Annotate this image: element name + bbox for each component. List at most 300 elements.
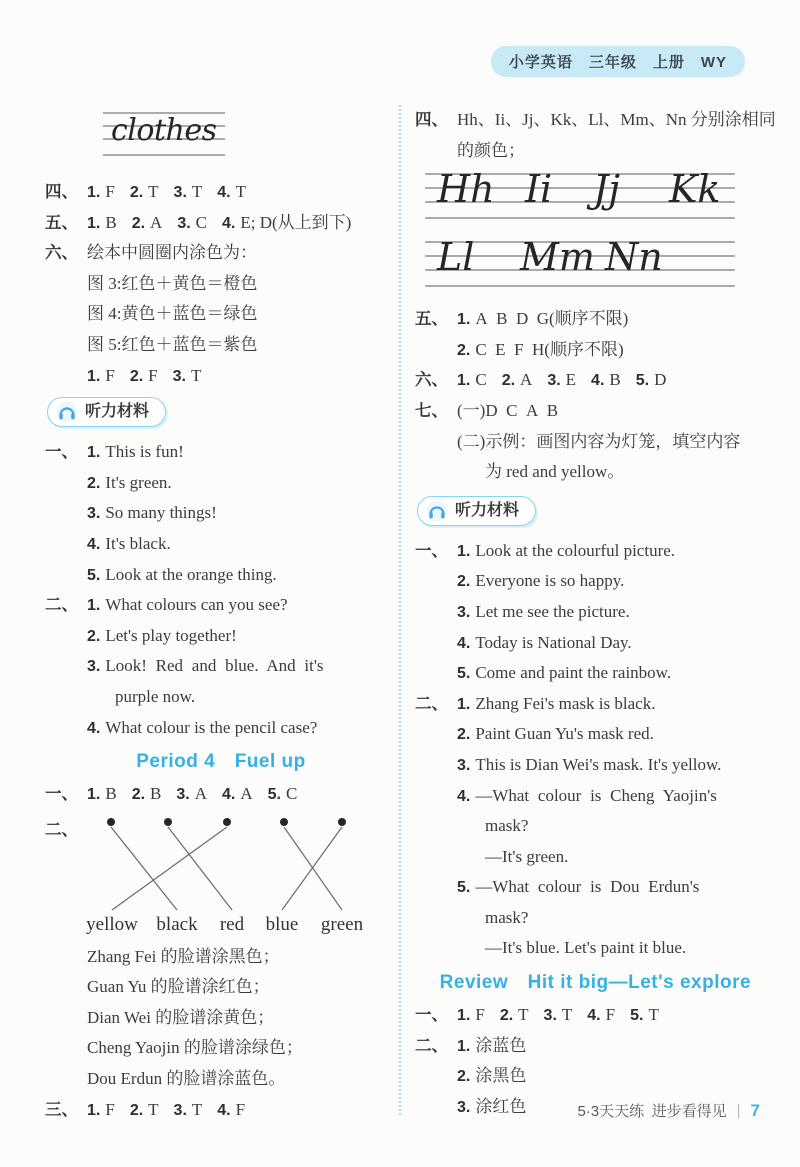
edition-badge: 小学英语 三年级 上册 WY — [491, 46, 745, 77]
right-answers-mid — [415, 304, 776, 488]
item-number: 5. — [457, 879, 471, 897]
item-text: 涂黑色 — [475, 1066, 527, 1086]
text-line — [45, 498, 397, 529]
question-label: 一、 — [415, 1006, 448, 1025]
handwriting-staff-HhIiJjKk — [425, 170, 776, 226]
answer-run — [129, 365, 158, 385]
item-text: 涂蓝色 — [475, 1035, 527, 1055]
item-number: 5. — [630, 1007, 644, 1025]
question-label: 四、 — [45, 183, 78, 201]
answer-run — [172, 365, 202, 385]
answer-run — [129, 1099, 159, 1119]
item-text: 为 red and yellow。 — [485, 462, 625, 482]
answer-run — [457, 1035, 527, 1055]
item-text: F — [105, 365, 115, 385]
handwriting-word: clothes — [111, 113, 217, 148]
text-line — [45, 682, 397, 713]
handwriting-letters: Hh — [437, 170, 495, 212]
left-answers-top — [45, 177, 397, 391]
item-text: —It's blue. Let's paint it blue. — [485, 938, 687, 958]
answer-run — [87, 472, 172, 492]
answer-run — [457, 601, 630, 621]
headphones-icon — [56, 401, 78, 423]
page-number: 7 — [750, 1100, 760, 1120]
answer-run — [87, 184, 115, 201]
right-listening-script — [415, 536, 776, 964]
item-number: 5. — [267, 786, 281, 804]
item-text: —What colour is Dou Erdun's — [475, 877, 700, 897]
text-line — [45, 1095, 397, 1126]
question-label: 一、 — [45, 785, 78, 804]
question-label: 四、 — [415, 111, 448, 129]
item-number: 2. — [457, 1068, 471, 1086]
answer-run — [87, 717, 318, 737]
item-text: T — [518, 1005, 529, 1025]
item-text: A B D G(顺序不限) — [475, 309, 629, 329]
answer-run — [87, 273, 258, 293]
answer-run — [500, 1007, 529, 1024]
item-number: 3. — [547, 372, 561, 390]
item-text: 图 3:红色＋黄色＝橙色 — [87, 273, 258, 293]
question-label: 六、 — [45, 244, 78, 263]
text-line — [415, 719, 776, 750]
text-line — [415, 566, 776, 597]
match-word: yellow — [86, 913, 138, 935]
item-text: purple now. — [115, 686, 196, 706]
text-line — [45, 779, 397, 810]
item-number: 4. — [217, 184, 231, 201]
text-line — [45, 238, 397, 269]
item-number: 4. — [457, 787, 471, 805]
answer-run — [457, 1007, 485, 1024]
item-text: It's green. — [105, 472, 172, 492]
answer-run — [457, 1068, 526, 1085]
item-number: 2. — [457, 573, 471, 591]
item-number: 1. — [457, 695, 471, 713]
text-line — [415, 427, 776, 458]
text-line — [415, 396, 776, 427]
answer-run — [485, 464, 624, 481]
text-line — [415, 597, 776, 628]
handwriting-letters: Kk — [669, 170, 721, 212]
item-text: T — [235, 182, 247, 201]
answer-run — [268, 786, 298, 803]
handwriting-letters: Mm — [520, 238, 595, 280]
item-number: 2. — [87, 474, 101, 492]
match-word: blue — [265, 913, 299, 935]
item-number: 1. — [87, 444, 101, 462]
match-line — [168, 827, 232, 910]
item-text: What colour is the pencil case? — [105, 717, 318, 737]
item-number: 4. — [87, 535, 101, 553]
item-number: 3. — [87, 505, 101, 523]
item-text: Come and paint the rainbow. — [475, 663, 672, 683]
answer-run — [87, 625, 237, 645]
text-line — [45, 560, 397, 591]
item-text: C — [475, 370, 487, 390]
text-line — [45, 713, 397, 744]
review-heading: Review Hit it big—Let's explore — [439, 972, 752, 994]
item-text: Guan Yu 的脸谱涂红色； — [87, 977, 270, 997]
left-column — [45, 105, 397, 1125]
text-line — [45, 1033, 397, 1064]
item-number: 4. — [87, 719, 101, 737]
answer-run — [174, 184, 203, 201]
question-label: 一、 — [45, 443, 78, 462]
item-text: E; D(从上到下) — [240, 212, 352, 232]
answer-run — [591, 372, 621, 389]
answer-run — [457, 372, 487, 389]
item-number: 1. — [457, 1007, 471, 1025]
item-text: T — [148, 182, 159, 201]
answer-run — [457, 339, 624, 359]
item-text: C E F H(顺序不限) — [475, 339, 624, 359]
answer-run — [87, 365, 115, 385]
text-line — [415, 1000, 776, 1031]
item-number: 1. — [87, 786, 101, 804]
item-text: Look at the orange thing. — [105, 564, 277, 584]
answer-run — [131, 212, 163, 232]
answer-run — [457, 400, 559, 420]
answer-run — [87, 212, 117, 232]
text-line — [45, 437, 397, 468]
item-text: Look! Red and blue. And it's — [105, 656, 324, 676]
answer-run — [115, 686, 196, 706]
item-number: 2. — [457, 726, 471, 744]
question-label: 五、 — [415, 310, 448, 329]
handwriting-letters: Nn — [605, 238, 663, 280]
text-line — [415, 105, 776, 136]
item-text: 涂红色 — [475, 1096, 527, 1116]
item-text: 的颜色； — [457, 140, 525, 160]
item-number: 4. — [587, 1007, 601, 1025]
item-text: This is fun! — [105, 442, 184, 462]
answer-run — [217, 1099, 246, 1119]
answer-run — [485, 818, 528, 835]
item-number: 2. — [457, 341, 471, 359]
match-line — [112, 827, 227, 910]
match-diagram-svg — [60, 810, 392, 942]
question-label: 二、 — [415, 1036, 448, 1055]
listening-material-label: 听力材料 — [85, 403, 150, 421]
item-number: 2. — [129, 1101, 144, 1119]
text-line — [45, 177, 397, 208]
text-line — [415, 536, 776, 567]
answer-run — [87, 505, 217, 522]
item-text: (一)D C A B — [457, 400, 559, 420]
handwriting-letters: Ii — [525, 170, 553, 212]
item-text: C — [195, 212, 207, 232]
text-line — [415, 136, 776, 167]
item-number: 2. — [501, 372, 516, 390]
answer-run — [630, 1007, 659, 1024]
answer-run — [217, 184, 246, 201]
answer-run — [457, 665, 671, 682]
item-text: T — [648, 1005, 659, 1025]
answer-run — [87, 786, 117, 803]
item-number: 1. — [457, 1037, 471, 1055]
item-number: 3. — [457, 756, 471, 774]
answer-run — [87, 1007, 275, 1027]
item-text: C — [285, 784, 298, 804]
text-line — [415, 1031, 776, 1062]
text-line — [415, 842, 776, 873]
text-line — [415, 750, 776, 781]
item-text: F — [475, 1005, 485, 1025]
item-text: Today is National Day. — [475, 632, 632, 652]
item-text: 图 5:红色＋蓝色＝紫色 — [87, 334, 258, 354]
columns — [45, 105, 776, 1125]
item-number: 2. — [131, 786, 146, 804]
item-number: 4. — [591, 372, 605, 390]
page-footer — [577, 1100, 760, 1121]
headphones-icon — [426, 500, 448, 522]
text-line — [45, 269, 397, 300]
text-line — [415, 1061, 776, 1092]
answer-run — [457, 540, 676, 560]
answer-run — [457, 573, 624, 590]
answer-run — [87, 564, 277, 584]
answer-run — [502, 372, 533, 389]
text-line — [415, 628, 776, 659]
answer-run — [87, 597, 288, 614]
question-label: 七、 — [415, 401, 448, 420]
handwriting-staff-LlMmNn — [425, 238, 776, 294]
item-text: Cheng Yaojin 的脸谱涂绿色； — [87, 1038, 303, 1058]
item-text: F — [105, 182, 115, 201]
listening-material-label: 听力材料 — [455, 501, 520, 519]
match-dot — [338, 818, 346, 826]
item-text: B — [105, 784, 117, 804]
question-label: 二、 — [45, 596, 78, 615]
answer-run — [87, 444, 184, 461]
handwriting-letters: Jj — [593, 170, 621, 212]
item-number: 3. — [176, 786, 190, 804]
text-line — [415, 903, 776, 934]
text-line — [415, 811, 776, 842]
text-line — [45, 972, 397, 1003]
match-dot — [280, 818, 288, 826]
item-text: A — [240, 784, 253, 804]
answer-run — [87, 979, 270, 996]
item-text: T — [148, 1099, 159, 1119]
column-divider — [399, 105, 401, 1115]
item-number: 1. — [87, 367, 101, 385]
answer-run — [457, 311, 628, 328]
item-text: Paint Guan Yu's mask red. — [475, 724, 654, 744]
item-number: 2. — [87, 627, 101, 645]
item-text: Everyone is so happy. — [475, 571, 625, 591]
period-4-heading: Period 4 Fuel up — [136, 751, 306, 773]
answer-run — [222, 786, 253, 803]
footer-divider: | — [736, 1102, 741, 1119]
answer-run — [87, 1071, 285, 1088]
item-number: 1. — [457, 542, 471, 560]
text-line — [45, 1064, 397, 1095]
matching-exercise — [45, 810, 397, 942]
item-text: So many things! — [105, 503, 217, 523]
item-text: T — [191, 1099, 203, 1119]
answer-run — [87, 306, 257, 323]
text-line — [45, 1003, 397, 1034]
text-line — [45, 651, 397, 682]
item-number: 3. — [543, 1007, 557, 1025]
item-text: —What colour is Cheng Yaojin's — [475, 785, 717, 805]
item-text: F — [235, 1099, 246, 1119]
item-number: 3. — [457, 603, 471, 621]
match-dot — [223, 818, 231, 826]
answer-run — [87, 533, 171, 553]
answer-run — [457, 1096, 527, 1116]
item-text: B — [609, 370, 621, 390]
handwriting-staff-clothes — [103, 109, 397, 165]
item-text: A — [194, 784, 207, 804]
text-line — [415, 304, 776, 335]
item-text: 绘本中圆圈内涂色为： — [87, 243, 257, 263]
answer-run — [457, 726, 654, 743]
answer-run — [87, 1099, 115, 1119]
match-word: black — [156, 913, 198, 935]
answer-run — [457, 754, 722, 774]
answer-run — [457, 632, 632, 652]
answer-run — [544, 1007, 573, 1024]
answer-run — [485, 907, 529, 927]
text-line — [415, 658, 776, 689]
item-number: 1. — [457, 311, 471, 329]
item-text: A — [150, 212, 163, 232]
item-number: 4. — [222, 214, 236, 232]
question-label: 五、 — [45, 213, 78, 232]
item-text: mask? — [485, 907, 529, 927]
item-number: 3. — [87, 658, 101, 676]
listening-material-badge — [417, 496, 536, 526]
text-line — [415, 457, 776, 488]
answer-run — [457, 693, 656, 713]
footer-brand: 5·3天天练 进步看得见 — [577, 1103, 727, 1120]
item-number: 1. — [87, 184, 101, 201]
item-text: T — [190, 365, 202, 385]
answer-run — [457, 112, 776, 129]
answer-run — [457, 785, 717, 805]
item-text: F — [605, 1005, 616, 1025]
answer-run — [87, 245, 257, 262]
item-text: B — [150, 784, 162, 804]
answer-run — [130, 184, 159, 201]
item-text: —It's green. — [485, 846, 569, 866]
match-dot — [107, 818, 115, 826]
item-number: 5. — [635, 372, 650, 390]
text-line — [45, 361, 397, 392]
text-line — [45, 942, 397, 973]
item-text: 图 4:黄色＋蓝色＝绿色 — [87, 304, 258, 324]
item-text: What colours can you see? — [105, 595, 288, 615]
item-number: 4. — [217, 1101, 231, 1119]
text-line — [45, 590, 397, 621]
answer-run — [87, 658, 324, 675]
answer-run — [177, 212, 207, 232]
item-number: 5. — [87, 566, 101, 584]
item-number: 2. — [129, 184, 144, 201]
answer-run — [87, 1040, 303, 1057]
item-text: F — [105, 1099, 115, 1119]
handwriting-letters: Ll — [437, 238, 475, 280]
left-listening-script — [45, 437, 397, 743]
item-text: Dian Wei 的脸谱涂黄色； — [87, 1007, 275, 1027]
text-line — [45, 621, 397, 652]
text-line — [45, 208, 397, 239]
answer-run — [87, 334, 258, 354]
text-line — [415, 689, 776, 720]
match-word: green — [320, 913, 364, 935]
answer-run — [485, 846, 569, 866]
answer-run — [457, 140, 525, 160]
right-column — [407, 105, 776, 1125]
item-number: 5. — [457, 665, 471, 683]
item-text: T — [191, 182, 203, 201]
item-text: F — [148, 365, 158, 385]
match-word: red — [219, 913, 245, 935]
item-text: A — [520, 370, 533, 390]
item-text: T — [561, 1005, 573, 1025]
item-number: 2. — [129, 367, 144, 385]
item-number: 3. — [457, 1098, 471, 1116]
answer-run — [636, 372, 667, 389]
item-text: mask? — [485, 816, 529, 836]
item-text: D — [654, 370, 667, 390]
text-line — [45, 299, 397, 330]
match-dot — [164, 818, 172, 826]
item-text: Zhang Fei 的脸谱涂黑色； — [87, 946, 280, 966]
text-line — [45, 330, 397, 361]
item-number: 3. — [177, 214, 191, 232]
item-text: (二)示例：画图内容为灯笼，填空内容 — [457, 431, 741, 451]
item-text: E — [565, 370, 577, 390]
text-line — [415, 781, 776, 812]
text-line — [415, 335, 776, 366]
item-number: 1. — [457, 372, 471, 390]
text-line — [45, 529, 397, 560]
item-number: 3. — [173, 1101, 187, 1119]
answer-run — [457, 879, 699, 896]
item-text: This is Dian Wei's mask. It's yellow. — [475, 754, 722, 774]
answer-run — [222, 212, 352, 232]
answer-run — [457, 431, 741, 451]
question-label: 六、 — [415, 371, 448, 390]
item-text: Hh、Ii、Jj、Kk、Ll、Mm、Nn 分别涂相同 — [457, 110, 776, 129]
text-line — [45, 468, 397, 499]
answer-run — [547, 372, 576, 389]
period4-answers — [45, 779, 397, 810]
item-number: 4. — [222, 786, 236, 804]
item-number: 2. — [499, 1007, 514, 1025]
item-number: 4. — [457, 634, 471, 652]
match-line — [111, 827, 177, 910]
text-line — [415, 933, 776, 964]
item-text: Zhang Fei's mask is black. — [475, 693, 656, 713]
item-text: It's black. — [105, 533, 171, 553]
question-label: 二、 — [415, 694, 448, 713]
right-q4-intro — [415, 105, 776, 166]
listening-material-badge — [47, 397, 166, 427]
question-label: 二、 — [45, 820, 78, 839]
item-number: 1. — [87, 1101, 101, 1119]
answer-run — [485, 940, 686, 957]
left-mask-colour-notes — [45, 942, 397, 1126]
item-text: Let me see the picture. — [475, 601, 630, 621]
answer-run — [132, 786, 162, 803]
item-number: 1. — [87, 214, 101, 232]
text-line — [415, 872, 776, 903]
